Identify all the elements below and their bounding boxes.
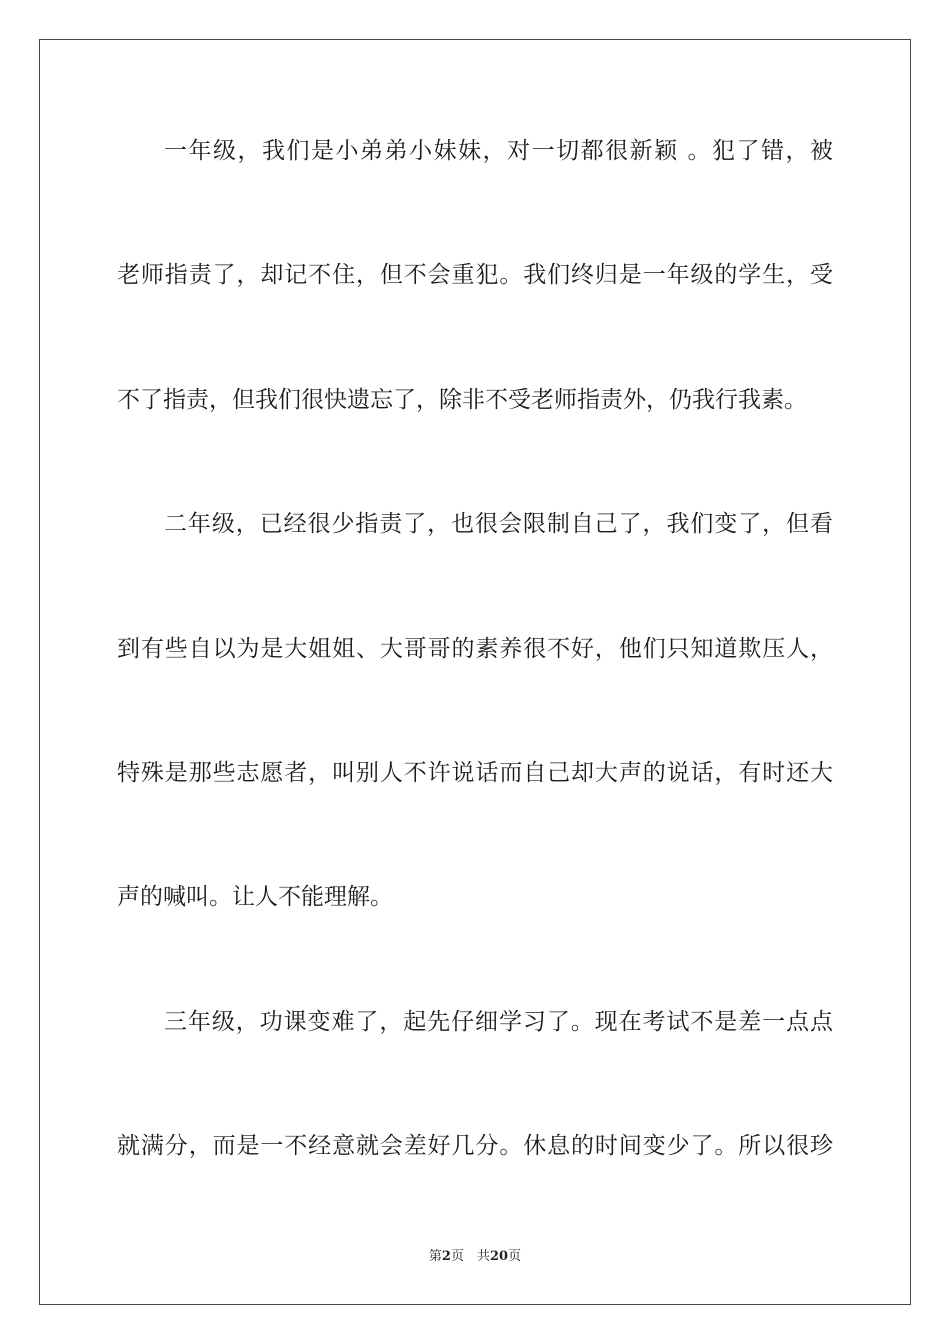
paragraph-2-line-4: 声的喊叫。让人不能理解。 [117, 884, 393, 910]
paragraph-1-line-1: 一年级，我们是小弟弟小妹妹，对一切都很新颖 。犯了错，被 [164, 138, 833, 164]
footer-prefix: 第 [428, 1249, 442, 1264]
paragraph-2-line-2: 到有些自以为是大姐姐、大哥哥的素养很不好，他们只知道欺压人， [117, 636, 833, 662]
paragraph-2-line-3: 特殊是那些志愿者，叫别人不许说话而自己却大声的说话，有时还大 [117, 760, 833, 786]
paragraph-3-line-2: 就满分，而是一不经意就会差好几分。休息的时间变少了。所以很珍 [117, 1133, 833, 1159]
footer-total-pages: 20 [489, 1249, 509, 1264]
paragraph-2-line-1: 二年级，已经很少指责了，也很会限制自己了，我们变了，但看 [164, 511, 833, 537]
page-footer [0, 1248, 950, 1266]
paragraph-1-line-3: 不了指责，但我们很快遗忘了，除非不受老师指责外，仍我行我素。 [117, 387, 807, 413]
paragraph-3-line-1: 三年级，功课变难了，起先仔细学习了。现在考试不是差一点点 [164, 1009, 833, 1035]
footer-current-page: 2 [441, 1249, 451, 1264]
footer-mid: 页 共 [450, 1249, 490, 1264]
footer-suffix: 页 [508, 1249, 522, 1264]
page-border [39, 39, 911, 1305]
paragraph-1-line-2: 老师指责了，却记不住，但不会重犯。我们终归是一年级的学生，受 [117, 262, 833, 288]
